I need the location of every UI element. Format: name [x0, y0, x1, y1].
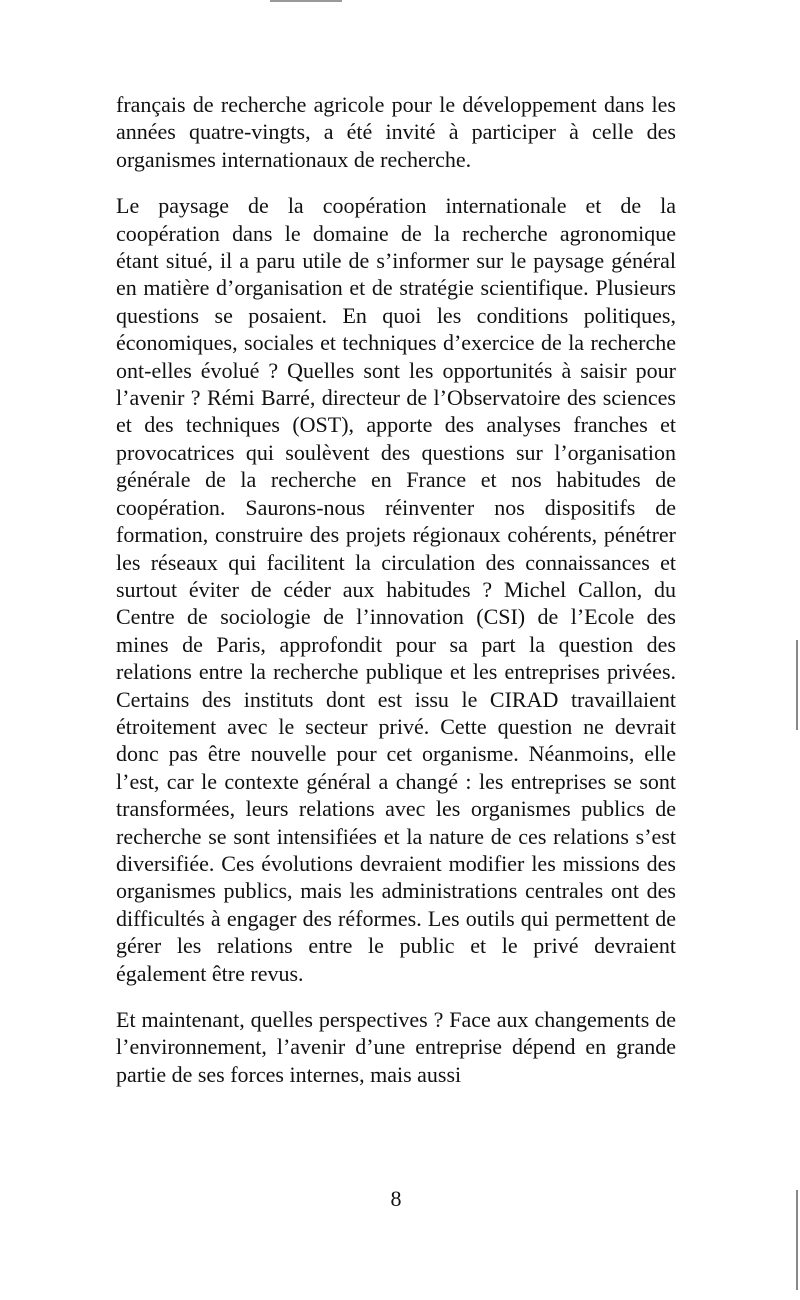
page-number-text: 8 — [390, 1186, 402, 1211]
page-body — [116, 91, 676, 1088]
scan-artifact-top-line — [270, 0, 342, 2]
page-number — [0, 1186, 800, 1212]
scan-artifact-edge — [796, 640, 798, 730]
paragraph-continuation: français de recherche agricole pour le développement dans les années quatre-vingts, a été invité à participer à celle des organismes internationaux de recherche. — [116, 92, 676, 172]
paragraph-perspectives: Et maintenant, quelles perspectives ? Face aux changements de l’environnement, l’avenir d’une entreprise dépend en grande partie de ses forces internes, mais aussi — [116, 1007, 676, 1087]
paragraph-main: Le paysage de la coopération internationale et de la coopération dans le domaine de la recherche agronomique étant situé, il a paru utile de s’informer sur le paysage général en matière d’organisation et de stratégie scientifique. Plusieurs questions se posaient. En quoi les conditions politiques, économiques, sociales et techniques d’exercice de la recherche ont-elles évolué ? Quelles sont les opportunités à saisir pour l’avenir ? Rémi Barré, directeur de l’Observatoire des sciences et des techniques (OST), apporte des analyses franches et provocatrices qui soulèvent des questions sur l’organisation générale de la recherche en France et nos habitudes de coopération. Saurons-nous réinventer nos dispositifs de formation, construire des projets régionaux cohérents, pénétrer les réseaux qui facilitent la circulation des connaissances et surtout éviter de céder aux habitudes ? Michel Callon, du Centre de sociologie de l’innovation (CSI) de l’Ecole des mines de Paris, approfondit pour sa part la question des relations entre la recherche publique et les entreprises privées. Certains des instituts dont est issu le CIRAD travaillaient étroitement avec le secteur privé. Cette question ne devrait donc pas être nouvelle pour cet organisme. Néanmoins, elle l’est, car le contexte général a changé : les entreprises se sont transformées, leurs relations avec les organismes publics de recherche se sont intensifiées et la nature de ces relations s’est diversifiée. Ces évolutions devraient modifier les missions des organismes publics, mais les administrations centrales ont des difficultés à engager des réformes. Les outils qui permettent de gérer les relations entre le public et le privé devraient également être revus. — [116, 193, 676, 986]
